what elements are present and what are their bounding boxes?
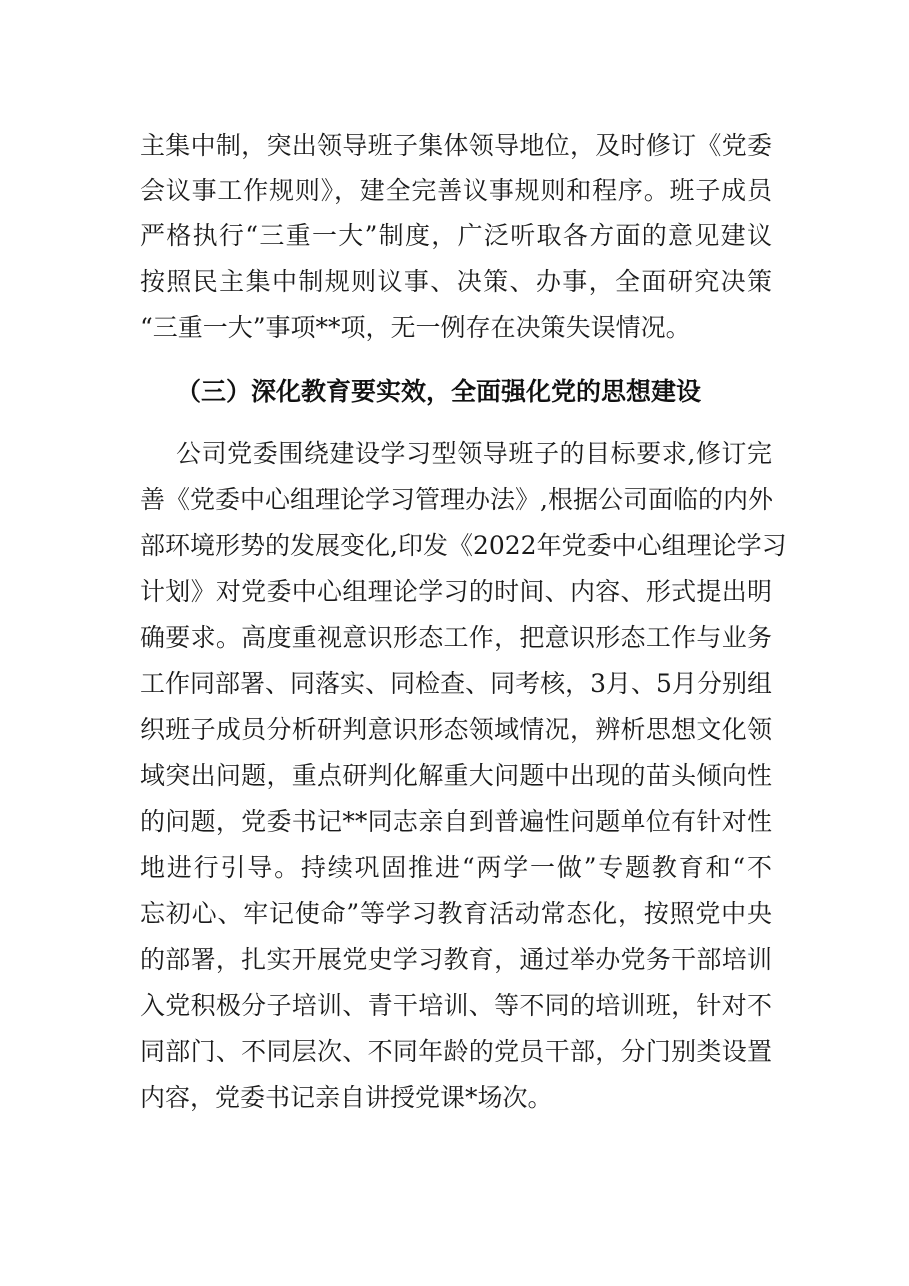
paragraph-line: 内容，党委书记亲自讲授党课*场次。 xyxy=(140,1083,553,1112)
paragraph-line: “三重一大”事项**项，无一例存在决策失误情况。 xyxy=(140,313,691,342)
paragraph-line: 严格执行“三重一大”制度，广泛听取各方面的意见建议 xyxy=(140,221,772,250)
paragraph-line: 织班子成员分析研判意识形态领域情况，辨析思想文化领 xyxy=(140,715,772,744)
paragraph-line: 主集中制，突出领导班子集体领导地位，及时修订《党委 xyxy=(140,131,772,160)
paragraph-line: 的问题，党委书记**同志亲自到普遍性问题单位有针对性 xyxy=(140,807,772,836)
paragraph-line: 公司党委围绕建设学习型领导班子的目标要求,修订完 xyxy=(176,439,772,468)
paragraph-line: 忘初心、牢记使命”等学习教育活动常态化，按照党中央 xyxy=(140,899,772,928)
paragraph-line: 会议事工作规则》，建全完善议事规则和程序。班子成员 xyxy=(140,176,772,205)
paragraph-line: 同部门、不同层次、不同年龄的党员干部，分门别类设置 xyxy=(140,1037,772,1066)
paragraph-line: 入党积极分子培训、青干培训、等不同的培训班，针对不 xyxy=(140,991,772,1020)
paragraph-line: 善《党委中心组理论学习管理办法》,根据公司面临的内外 xyxy=(140,485,773,514)
paragraph-line: 工作同部署、同落实、同检查、同考核，3月、5月分别组 xyxy=(140,669,772,698)
paragraph-line: 计划》对党委中心组理论学习的时间、内容、形式提出明 xyxy=(140,577,772,606)
paragraph-line: 部环境形势的发展变化,印发《2022年党委中心组理论学习 xyxy=(140,531,787,560)
paragraph-line: 域突出问题，重点研判化解重大问题中出现的苗头倾向性 xyxy=(140,761,772,790)
paragraph-line: 地进行引导。持续巩固推进“两学一做”专题教育和“不 xyxy=(140,853,772,882)
paragraph-line: 的部署，扎实开展党史学习教育，通过举办党务干部培训 xyxy=(140,945,772,974)
paragraph-line: 确要求。高度重视意识形态工作，把意识形态工作与业务 xyxy=(140,623,772,652)
section-heading: （三）深化教育要实效，全面强化党的思想建设 xyxy=(176,377,702,406)
paragraph-line: 按照民主集中制规则议事、决策、办事，全面研究决策 xyxy=(140,267,772,296)
